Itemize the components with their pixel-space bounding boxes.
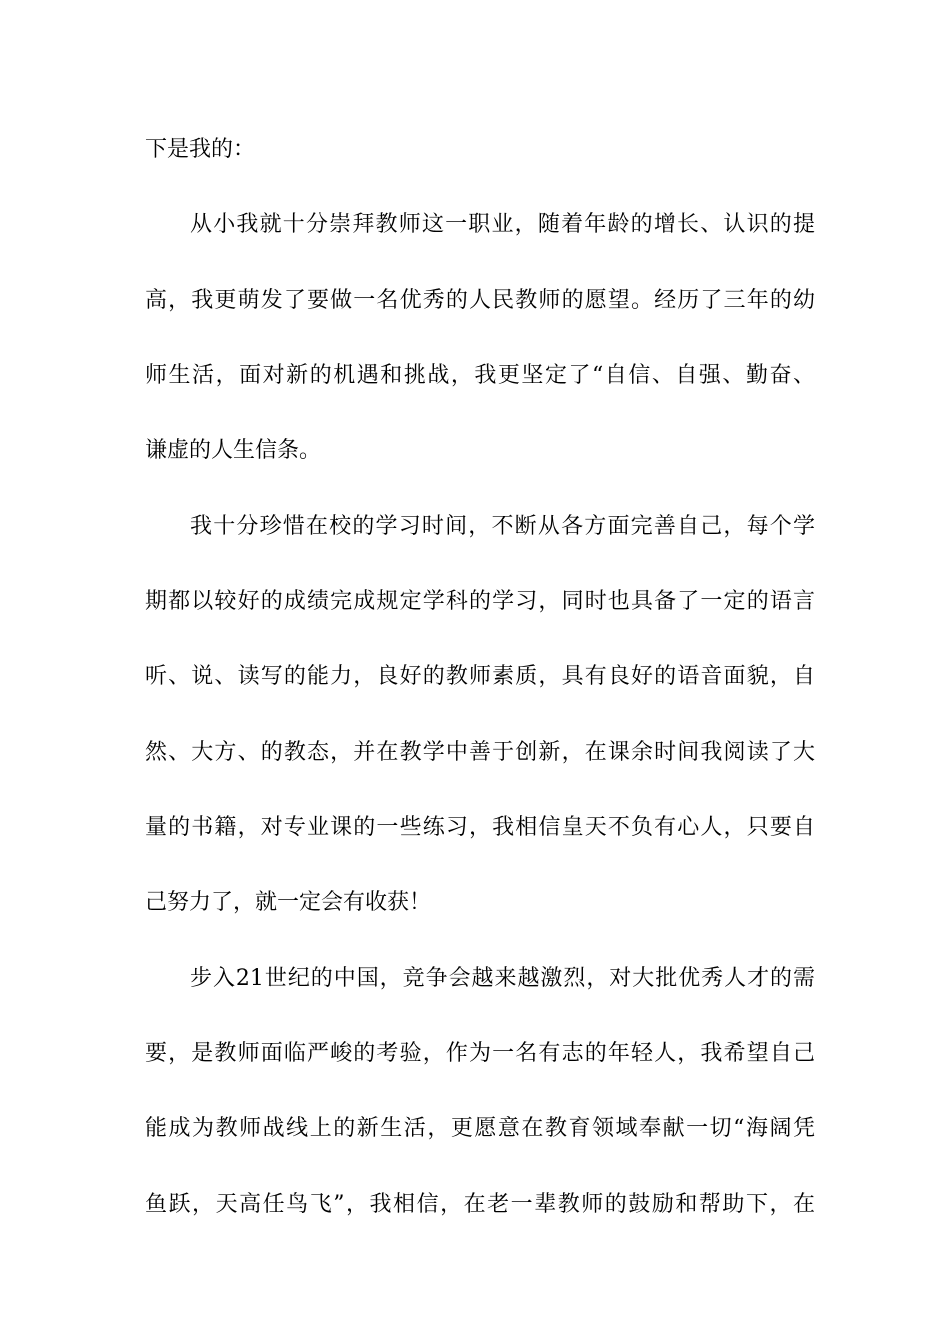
text-line: 然、大方、的教态，并在教学中善于创新，在课余时间我阅读了大	[145, 740, 815, 765]
text-line: 我十分珍惜在校的学习时间，不断从各方面完善自己，每个学	[190, 514, 815, 539]
text-line: 高，我更萌发了要做一名优秀的人民教师的愿望。经历了三年的幼	[145, 288, 815, 313]
text-line: 师生活，面对新的机遇和挑战，我更坚定了“自信、自强、勤奋、	[145, 363, 815, 388]
text-line: 要，是教师面临严峻的考验，作为一名有志的年轻人，我希望自己	[145, 1041, 815, 1066]
text-line: 鱼跃，天高任鸟飞”，我相信，在老一辈教师的鼓励和帮助下，在	[145, 1192, 815, 1217]
text-line: 下是我的：	[145, 137, 256, 162]
text-line: 量的书籍，对专业课的一些练习，我相信皇天不负有心人，只要自	[145, 815, 815, 840]
text-line: 听、说、读写的能力，良好的教师素质，具有良好的语音面貌，自	[145, 664, 815, 689]
text-line: 从小我就十分崇拜教师这一职业，随着年龄的增长、认识的提	[190, 212, 815, 237]
text-line: 能成为教师战线上的新生活，更愿意在教育领域奉献一切“海阔凭	[145, 1116, 815, 1141]
text-line: 步入21世纪的中国，竞争会越来越激烈，对大批优秀人才的需	[190, 966, 815, 991]
text-line: 期都以较好的成绩完成规定学科的学习，同时也具备了一定的语言	[145, 589, 815, 614]
text-line: 己努力了，就一定会有收获！	[145, 890, 432, 915]
text-line: 谦虚的人生信条。	[145, 438, 322, 463]
